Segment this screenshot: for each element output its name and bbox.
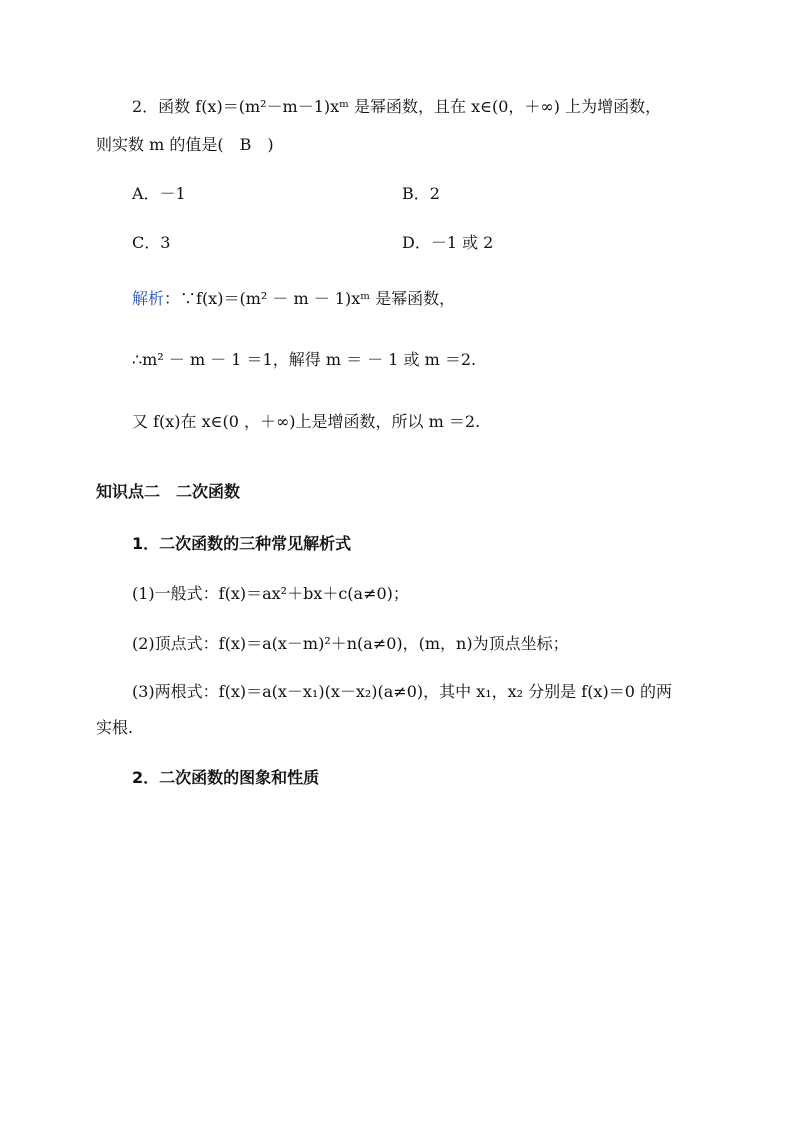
option-c: C．3 xyxy=(132,233,171,252)
vertex-form: (2)顶点式：f(x)＝a(x－m)²＋n(a≠0)，(m，n)为顶点坐标； xyxy=(132,634,569,653)
solution-line-2: ∴m² － m － 1 ＝1，解得 m ＝ － 1 或 m ＝2. xyxy=(132,350,477,369)
option-b: B．2 xyxy=(402,184,440,203)
general-form: (1)一般式：f(x)＝ax²＋bx＋c(a≠0)； xyxy=(132,584,409,603)
option-d: D．－1 或 2 xyxy=(402,233,494,252)
question-line-1: 2．函数 f(x)＝(m²－m－1)xᵐ 是幂函数，且在 x∈(0，＋∞) 上为增函数， xyxy=(132,97,662,116)
solution-label: 解析 xyxy=(132,289,165,308)
subsection-1-heading: 1．二次函数的三种常见解析式 xyxy=(132,534,352,553)
solution-line-3: 又 f(x)在 x∈(0 ，＋∞)上是增函数，所以 m ＝2. xyxy=(132,412,481,431)
question-line-2: 则实数 m 的值是( B ) xyxy=(96,135,274,154)
solution-line-1-text: ：∵f(x)＝(m² － m － 1)xᵐ 是幂函数， xyxy=(164,289,456,308)
subsection-2-heading: 2．二次函数的图象和性质 xyxy=(132,768,320,787)
option-a: A．－1 xyxy=(132,184,186,203)
solution-line-1 xyxy=(132,287,742,311)
section-heading: 知识点二 二次函数 xyxy=(96,482,241,501)
root-form-line-1: (3)两根式：f(x)＝a(x－x₁)(x－x₂)(a≠0)，其中 x₁，x₂ 分别是 f(x)＝0 的两 xyxy=(132,682,672,701)
root-form-line-2: 实根. xyxy=(96,718,134,737)
